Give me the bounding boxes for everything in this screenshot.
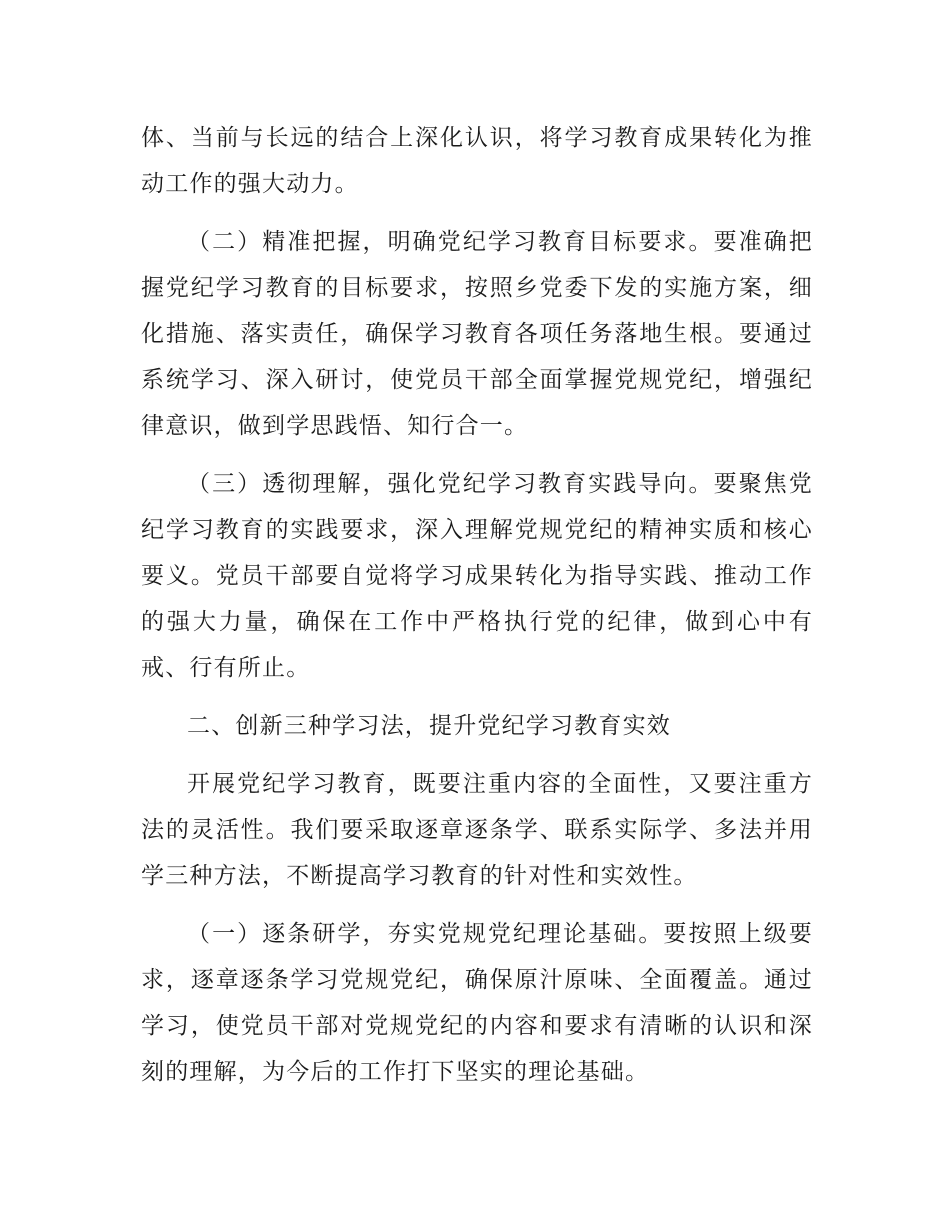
paragraph-subsection-1: （一）逐条研学，夯实党规党纪理论基础。要按照上级要求，逐章逐条学习党规党纪，确保原汁原味、全面覆盖。通过学习，使党员干部对党规党纪的内容和要求有清晰的认识和深刻的理解，为今后的工作打下坚实的理论基础。 — [141, 921, 813, 1085]
section-heading: 二、创新三种学习法，提升党纪学习教育实效 — [187, 713, 671, 739]
paragraph-section-2: （二）精准把握，明确党纪学习教育目标要求。要准确把握党纪学习教育的目标要求，按照乡党委下发的实施方案，细化措施、落实责任，确保学习教育各项任务落地生根。要通过系统学习、深入研讨，使党员干部全面掌握党规党纪，增强纪律意识，做到学思践悟、知行合一。 — [141, 229, 813, 439]
paragraph-section-3: （三）透彻理解，强化党纪学习教育实践导向。要聚焦党纪学习教育的实践要求，深入理解党规党纪的精神实质和核心要义。党员干部要自觉将学习成果转化为指导实践、推动工作的强大力量，确保在工作中严格执行党的纪律，做到心中有戒、行有所止。 — [141, 471, 813, 681]
paragraph-intro: 开展党纪学习教育，既要注重内容的全面性，又要注重方法的灵活性。我们要采取逐章逐条学、联系实际学、多法并用学三种方法，不断提高学习教育的针对性和实效性。 — [141, 771, 813, 889]
paragraph-continuation: 体、当前与长远的结合上深化认识，将学习教育成果转化为推动工作的强大动力。 — [141, 125, 813, 197]
document-body — [141, 115, 813, 1107]
